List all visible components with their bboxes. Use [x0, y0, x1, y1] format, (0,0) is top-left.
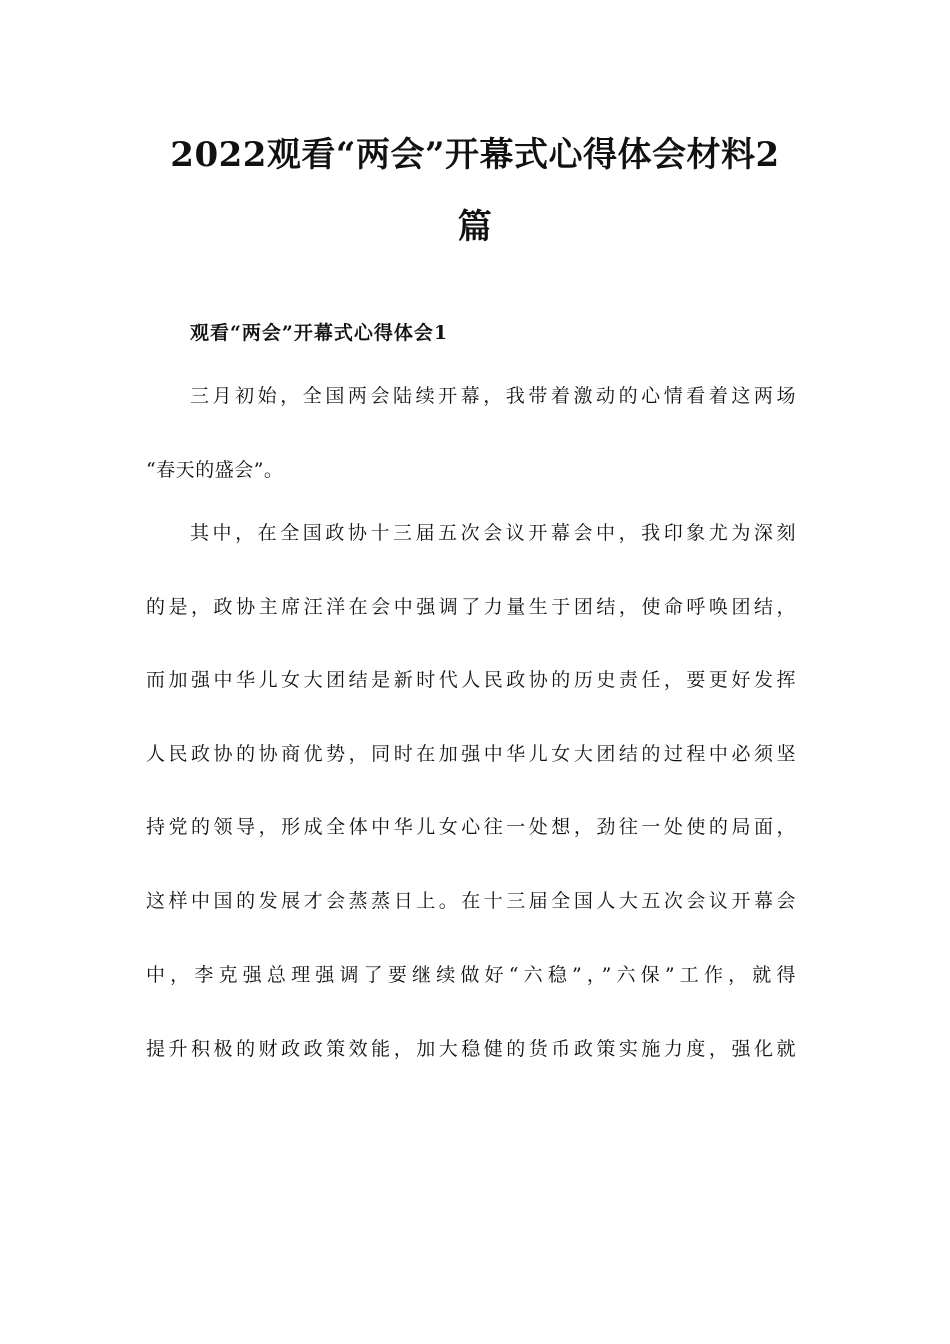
paragraph-line: 而加强中华儿女大团结是新时代人民政协的历史责任，要更好发挥	[146, 669, 796, 691]
paragraph-line: 这样中国的发展才会蒸蒸日上。在十三届全国人大五次会议开幕会	[146, 890, 796, 912]
paragraph-line: “春天的盛会”。	[146, 459, 284, 481]
paragraph-line: 三月初始，全国两会陆续开幕，我带着激动的心情看着这两场	[190, 385, 796, 407]
paragraph-line: 中，李克强总理强调了要继续做好“六稳”，”六保”工作，就得	[146, 964, 796, 986]
paragraph-line: 持党的领导，形成全体中华儿女心往一处想，劲往一处使的局面，	[146, 816, 796, 838]
paragraph-line: 的是，政协主席汪洋在会中强调了力量生于团结，使命呼唤团结，	[146, 596, 796, 618]
document-title-line-2: 篇	[457, 207, 493, 247]
paragraph-line: 提升积极的财政政策效能，加大稳健的货币政策实施力度，强化就	[146, 1038, 796, 1060]
paragraph-line: 人民政协的协商优势，同时在加强中华儿女大团结的过程中必须坚	[146, 743, 796, 765]
paragraph-line: 其中，在全国政协十三届五次会议开幕会中，我印象尤为深刻	[190, 522, 796, 544]
section-heading: 观看“两会”开幕式心得体会1	[190, 322, 449, 344]
document-title-line-1: 2022观看“两会”开幕式心得体会材料2	[170, 135, 780, 175]
